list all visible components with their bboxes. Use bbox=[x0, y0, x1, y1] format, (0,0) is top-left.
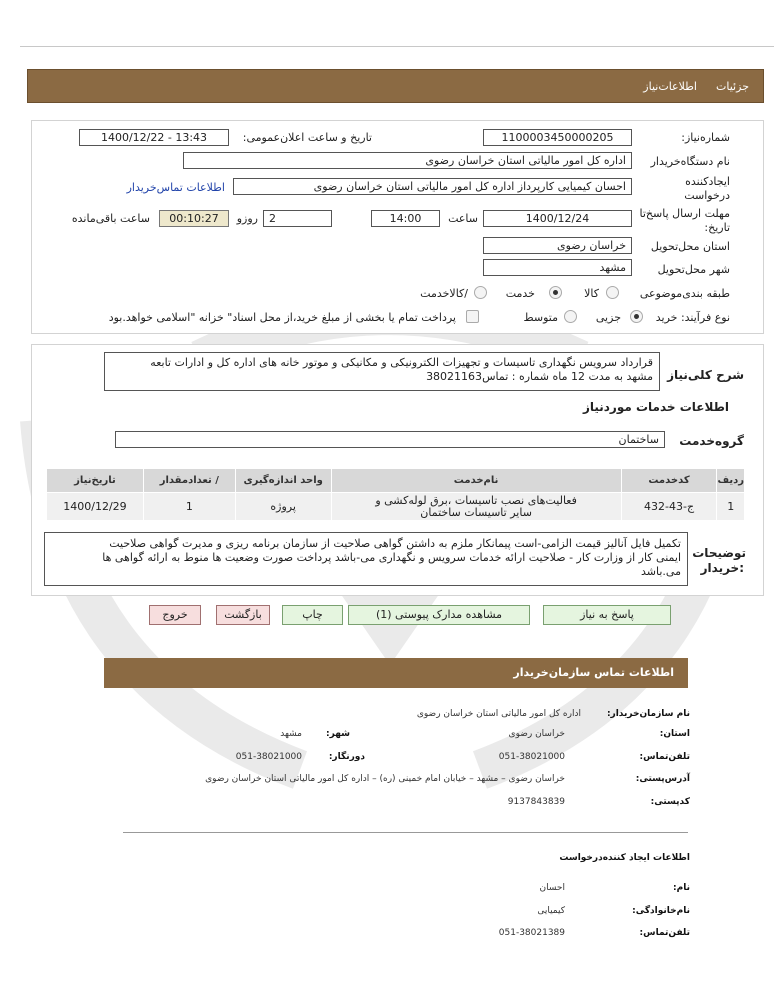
process-type-label: نوع فرآیند: خرید bbox=[655, 311, 730, 324]
announce-datetime-field[interactable]: 1400/12/22 - 13:43 bbox=[79, 129, 229, 146]
cell-qty: 1 bbox=[143, 493, 235, 521]
creator-family-label: نام‌خانوادگی: bbox=[632, 906, 690, 916]
contact-postal-value: 9137843839 bbox=[507, 797, 565, 807]
creator-name-label: نام: bbox=[673, 883, 690, 893]
buyer-notes-label-line2: :خریدار bbox=[700, 561, 744, 575]
contact-city-label: شهر: bbox=[326, 729, 350, 739]
col-date: تاریخ‌نیاز bbox=[47, 469, 144, 493]
announce-label: تاریخ و ساعت اعلان‌عمومی: bbox=[242, 131, 372, 144]
table-row bbox=[47, 493, 745, 521]
tab-need-info[interactable]: اطلاعات‌نیاز bbox=[643, 80, 697, 93]
days-label: روزو bbox=[236, 212, 258, 225]
deadline-label-line1: مهلت ارسال پاسخ‌تا bbox=[639, 207, 730, 220]
col-row: ردیف bbox=[717, 469, 745, 493]
need-number-label: شماره‌نیاز: bbox=[681, 131, 730, 144]
buyer-org-label: نام دستگاه‌خریدار bbox=[650, 155, 730, 168]
contact-city-value: مشهد bbox=[280, 729, 302, 739]
header-bar bbox=[27, 69, 764, 103]
treasury-payment-checkbox[interactable] bbox=[466, 310, 479, 323]
summary-text-line1: قرارداد سرویس نگهداری تاسیسات و تجهیزات الکترونیکی و مکانیکی و موتور خانه های اداره کل و ادارات تابعه bbox=[150, 356, 653, 369]
contact-province-value: خراسان رضوی bbox=[508, 729, 565, 739]
treasury-payment-note: پرداخت تمام یا بخشی از مبلغ خرید،از محل اسناد" خزانه "اسلامی خواهد.بود bbox=[108, 311, 456, 324]
contact-phone-value: 051-38021000 bbox=[498, 752, 565, 762]
process-medium-label: متوسط bbox=[523, 311, 558, 324]
process-partial-radio[interactable] bbox=[630, 310, 643, 323]
tab-details[interactable]: جزئیات bbox=[716, 80, 749, 93]
category-goods-service-radio[interactable] bbox=[474, 286, 487, 299]
category-goods-radio[interactable] bbox=[606, 286, 619, 299]
deadline-date-field[interactable]: 1400/12/24 bbox=[483, 210, 632, 227]
contact-org-label: نام سازمان‌خریدار: bbox=[606, 709, 690, 719]
buyer-contact-title: اطلاعات تماس سازمان‌خریدار bbox=[513, 666, 674, 679]
buyer-contact-link[interactable]: اطلاعات تماس‌خریدار bbox=[126, 181, 225, 194]
cell-name-line1: فعالیت‌های نصب تاسیسات ،برق لوله‌کشی و bbox=[375, 493, 577, 507]
creator-phone-label: تلفن‌تماس: bbox=[639, 928, 690, 938]
contact-address-value: خراسان رضوی – مشهد – خیابان امام خمینی (ره) – اداره کل امور مالیاتی استان خراسان رضوی bbox=[205, 774, 565, 784]
cell-date: 1400/12/29 bbox=[47, 493, 144, 521]
summary-label: شرح کلی‌نیاز bbox=[667, 368, 744, 382]
service-group-field[interactable]: ساختمان bbox=[115, 431, 665, 448]
deadline-time-field[interactable]: 14:00 bbox=[371, 210, 440, 227]
buyer-notes-line1: تکمیل فایل آنالیز قیمت الزامی-است پیمانکار ملزم به داشتن گواهی صلاحیت از سازمان برنامه ریزی و مدیرت گواهی صلاحیت bbox=[109, 537, 681, 550]
contact-province-label: استان: bbox=[659, 729, 690, 739]
contact-fax-value: 051-38021000 bbox=[235, 752, 302, 762]
deadline-time-label: ساعت bbox=[448, 212, 478, 225]
cell-row: 1 bbox=[717, 493, 745, 521]
category-goods-service-label: /کالاخدمت bbox=[420, 287, 468, 300]
remaining-label: ساعت باقی‌مانده bbox=[71, 212, 150, 225]
service-group-label: گروه‌خدمت bbox=[679, 434, 744, 448]
buyer-notes-line3: می.باشد bbox=[641, 565, 681, 578]
creator-field[interactable]: احسان کیمیایی کارپرداز اداره کل امور مالیاتی استان خراسان رضوی bbox=[233, 178, 632, 195]
contact-address-label: آدرس‌پستی: bbox=[635, 774, 690, 784]
creator-label-line2: درخواست bbox=[684, 189, 730, 202]
summary-text-line2: مشهد به مدت 12 ماه شماره : تماس38021163 bbox=[426, 370, 653, 383]
contact-org-value: اداره کل امور مالیاتی استان خراسان رضوی bbox=[416, 709, 581, 719]
exit-button[interactable]: خروج bbox=[149, 605, 201, 625]
back-button[interactable]: بازگشت bbox=[216, 605, 270, 625]
cell-code: ج-43-432 bbox=[621, 493, 717, 521]
buyer-notes-label-line1: توضیحات bbox=[692, 546, 746, 560]
buyer-notes-line2: ایمنی کار از وزارت کار - صلاحیت ارائه خدمات سرویس و نگهداری می-باشد پرداخت صورت وضعیت ها منوط به ارائه گواهی ها bbox=[102, 551, 681, 564]
col-qty: / تعدادمقدار bbox=[143, 469, 235, 493]
services-title: اطلاعات خدمات موردنیاز bbox=[582, 400, 729, 414]
cell-unit: پروژه bbox=[235, 493, 331, 521]
contact-phone-label: تلفن‌تماس: bbox=[639, 752, 690, 762]
view-attachments-button[interactable]: مشاهده مدارک پیوستی (1) bbox=[348, 605, 530, 625]
process-medium-radio[interactable] bbox=[564, 310, 577, 323]
remaining-timer: 00:10:27 bbox=[159, 210, 229, 227]
contact-fax-label: دورنگار: bbox=[328, 752, 365, 762]
deadline-label-line2: تاریخ: bbox=[704, 221, 730, 234]
creator-label-line1: ایجادکننده bbox=[685, 175, 730, 188]
col-unit: واحد اندازه‌گیری bbox=[235, 469, 331, 493]
category-service-label: خدمت bbox=[505, 287, 535, 300]
services-table bbox=[46, 468, 745, 521]
buyer-org-field[interactable]: اداره کل امور مالیاتی استان خراسان رضوی bbox=[183, 152, 632, 169]
process-partial-label: جزیی bbox=[595, 311, 621, 324]
col-code: کدخدمت bbox=[621, 469, 717, 493]
cell-name-line2: سایر تاسیسات ساختمان bbox=[420, 505, 532, 519]
cell-name bbox=[331, 493, 621, 521]
creator-phone-value: 051-38021389 bbox=[498, 928, 565, 938]
city-label: شهر محل‌تحویل bbox=[657, 263, 730, 276]
category-goods-label: کالا bbox=[584, 287, 599, 300]
city-field[interactable]: مشهد bbox=[483, 259, 632, 276]
creator-family-value: کیمیایی bbox=[537, 906, 565, 916]
col-name: نام‌خدمت bbox=[331, 469, 621, 493]
buyer-notes-textarea[interactable] bbox=[44, 532, 688, 586]
buyer-contact-bar bbox=[104, 658, 688, 688]
summary-textarea[interactable] bbox=[104, 352, 660, 391]
print-button[interactable]: چاپ bbox=[282, 605, 343, 625]
days-field[interactable]: 2 bbox=[263, 210, 332, 227]
creator-info-title: اطلاعات ایجاد کننده‌درخواست bbox=[559, 853, 690, 863]
contact-postal-label: کدپستی: bbox=[650, 797, 690, 807]
top-divider bbox=[20, 46, 774, 47]
province-label: استان محل‌تحویل bbox=[650, 240, 730, 253]
contact-divider bbox=[123, 832, 688, 833]
need-number-field[interactable]: 1100003450000205 bbox=[483, 129, 632, 146]
province-field[interactable]: خراسان رضوی bbox=[483, 237, 632, 254]
category-service-radio[interactable] bbox=[549, 286, 562, 299]
creator-name-value: احسان bbox=[539, 883, 565, 893]
reply-button[interactable]: پاسخ به نیاز bbox=[543, 605, 671, 625]
category-label: طبقه بندی‌موضوعی bbox=[639, 287, 730, 300]
